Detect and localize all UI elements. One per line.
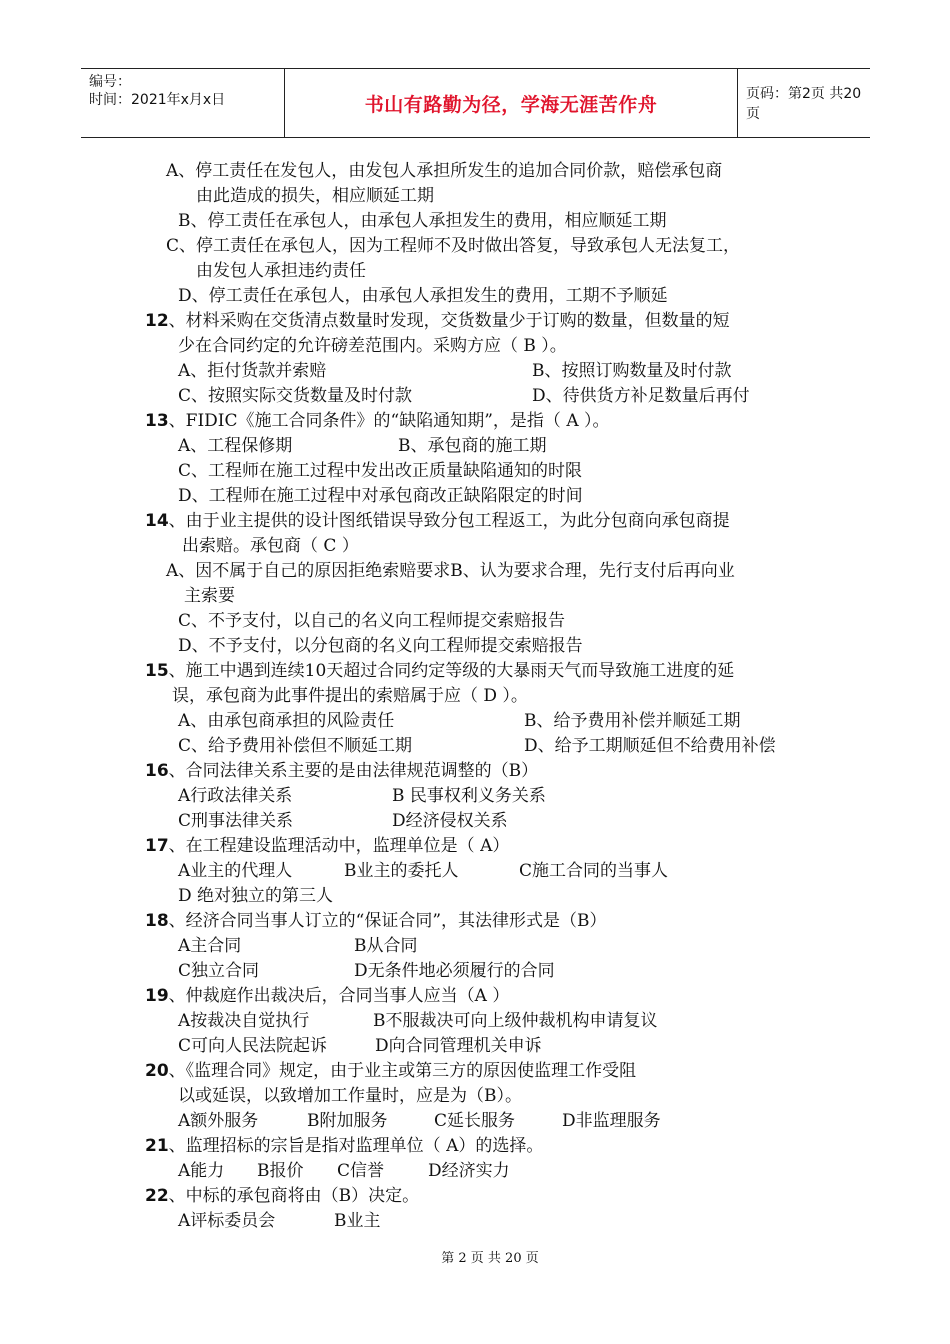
line-text: D 绝对独立的第三人 [178,886,334,906]
text-line [375,1035,542,1057]
line-text: 由此造成的损失，相应顺延工期 [196,186,434,206]
text-line [562,1110,661,1132]
text-line [257,1160,304,1182]
question-line [145,1060,636,1082]
line-text: B从合同 [354,936,418,956]
line-text: 、《监理合同》规定，由于业主或第三方的原因使监理工作受阻 [168,1061,637,1081]
document-number-label: 编号： [89,74,131,90]
text-line [178,885,333,907]
question-number: 20 [145,1061,169,1081]
text-line [196,260,366,282]
line-text: 、合同法律关系主要的是由法律规范调整的（B） [168,761,539,781]
line-text: A行政法律关系 [178,786,293,806]
line-text: B、承包商的施工期 [398,436,547,456]
text-line [519,860,668,882]
line-text: B附加服务 [307,1111,388,1131]
question-line [145,910,607,932]
line-text: D、给予工期顺延但不给费用补偿 [524,736,776,756]
line-text: 少在合同约定的允许磅差范围内。采购方应（ B ）。 [178,336,567,356]
text-line [344,860,459,882]
line-text: C、停工责任在承包人，因为工程师不及时做出答复，导致承包人无法复工， [166,236,741,256]
line-text: 、在工程建设监理活动中，监理单位是（ A） [168,836,510,856]
text-line [178,810,293,832]
question-number: 14 [145,511,169,531]
text-line [178,485,583,507]
line-text: A、由承包商承担的风险责任 [178,711,395,731]
line-text: D、停工责任在承包人，由承包人承担发生的费用，工期不予顺延 [178,286,668,306]
line-text: 、施工中遇到连续10天超过合同约定等级的大暴雨天气而导致施工进度的延 [168,661,735,681]
line-text: 、监理招标的宗旨是指对监理单位（ A）的选择。 [168,1136,544,1156]
line-text: D经济侵权关系 [392,811,508,831]
text-line [428,1160,510,1182]
line-text: 以或延误，以致增加工作量时，应是为（B）。 [178,1086,522,1106]
line-text: B业主的委托人 [344,861,459,881]
line-text: A、因不属于自己的原因拒绝索赔要求B、认为要求合理，先行支付后再向业 [166,561,735,581]
line-text: 、中标的承包商将由（B）决定。 [168,1186,420,1206]
text-line [373,1010,658,1032]
text-line [178,1210,275,1232]
text-line [172,685,528,707]
text-line [166,160,722,182]
line-text: D非监理服务 [562,1111,661,1131]
line-text: C、不予支付，以自己的名义向工程师提交索赔报告 [178,611,566,631]
question-number: 17 [145,836,169,856]
text-line [178,285,668,307]
line-text: C施工合同的当事人 [519,861,669,881]
line-text: 出索赔。承包商（ C ） [182,536,359,556]
text-line [178,735,412,757]
line-text: A额外服务 [178,1111,259,1131]
text-line [307,1110,388,1132]
line-text: 、经济合同当事人订立的“保证合同”，其法律形式是（B） [168,911,607,931]
line-text: D、工程师在施工过程中对承包商改正缺陷限定的时间 [178,486,583,506]
line-text: 、FIDIC《施工合同条件》的“缺陷通知期”，是指（ A ）。 [168,411,610,431]
line-text: A主合同 [178,936,242,956]
text-line [178,635,583,657]
text-line [178,860,292,882]
line-text: A按裁决自觉执行 [178,1011,310,1031]
text-line [178,335,567,357]
question-number: 16 [145,761,169,781]
text-line [392,810,508,832]
question-line [145,985,509,1007]
line-text: B不服裁决可向上级仲裁机构申请复议 [373,1011,658,1031]
header-page-number: 页码：第2页 共20页 [746,86,862,122]
text-line [178,460,582,482]
question-number: 13 [145,411,169,431]
question-line [145,310,730,332]
text-line [178,435,292,457]
text-line [178,1085,522,1107]
question-number: 21 [145,1136,169,1156]
line-text: A业主的代理人 [178,861,293,881]
line-text: 误，承包商为此事件提出的索赔属于应（ D ）。 [172,686,528,706]
question-line [145,660,734,682]
text-line [178,960,259,982]
question-number: 18 [145,911,169,931]
line-text: C、按照实际交货数量及时付款 [178,386,413,406]
text-line [178,1110,258,1132]
question-number: 15 [145,661,169,681]
line-text: C、给予费用补偿但不顺延工期 [178,736,413,756]
text-line [532,385,750,407]
line-text: B、给予费用补偿并顺延工期 [524,711,741,731]
text-line [178,1010,309,1032]
document-time-label: 时间：2021年x月x日 [89,92,226,108]
question-line [145,510,730,532]
question-number: 19 [145,986,169,1006]
line-text: 、由于业主提供的设计图纸错误导致分包工程返工，为此分包商向承包商提 [168,511,730,531]
line-text: A评标委员会 [178,1211,276,1231]
line-text: C可向人民法院起诉 [178,1036,328,1056]
line-text: D向合同管理机关申诉 [375,1036,542,1056]
line-text: A能力 [178,1161,225,1181]
text-line [334,1210,381,1232]
question-line [145,410,610,432]
text-line [524,710,741,732]
line-text: C延长服务 [434,1111,516,1131]
text-line [178,610,565,632]
question-line [145,1135,543,1157]
line-text: D无条件地必须履行的合同 [354,961,555,981]
line-text: A、拒付货款并索赔 [178,361,327,381]
text-line [178,935,241,957]
text-line [184,585,235,607]
line-text: A、工程保修期 [178,436,293,456]
line-text: C、工程师在施工过程中发出改正质量缺陷通知的时限 [178,461,583,481]
text-line [166,560,735,582]
header-meta [81,69,285,137]
text-line [178,1160,224,1182]
line-text: D、不予支付，以分包商的名义向工程师提交索赔报告 [178,636,583,656]
question-number: 22 [145,1186,169,1206]
text-line [196,185,434,207]
text-line [337,1160,384,1182]
line-text: B业主 [334,1211,381,1231]
text-line [178,1035,327,1057]
question-line [145,760,538,782]
text-line [178,785,292,807]
text-line [392,785,546,807]
line-text: 、材料采购在交货清点数量时发现，交货数量少于订购的数量，但数量的短 [168,311,730,331]
line-text: A、停工责任在发包人，由发包人承担所发生的追加合同价款，赔偿承包商 [166,161,723,181]
line-text: 由发包人承担违约责任 [196,261,366,281]
line-text: B、按照订购数量及时付款 [532,361,732,381]
question-line [145,1185,419,1207]
text-line [166,235,740,257]
question-number: 12 [145,311,169,331]
line-text: B报价 [257,1161,304,1181]
line-text: 、仲裁庭作出裁决后，合同当事人应当（A ） [168,986,510,1006]
text-line [178,385,412,407]
line-text: C信誉 [337,1161,385,1181]
text-line [434,1110,515,1132]
text-line [354,935,418,957]
page-footer: 第 2 页 共 20 页 [441,1251,539,1266]
line-text: D经济实力 [428,1161,510,1181]
line-text: C独立合同 [178,961,260,981]
text-line [178,710,394,732]
text-line [398,435,547,457]
text-line [182,535,359,557]
line-text: D、待供货方补足数量后再付 [532,386,750,406]
header-motto: 书山有路勤为径，学海无涯苦作舟 [285,69,738,137]
line-text: B 民事权利义务关系 [392,786,546,806]
line-text: 主索要 [184,586,235,606]
text-line [178,360,326,382]
line-text: C刑事法律关系 [178,811,294,831]
question-line [145,835,509,857]
page-header [81,68,870,138]
text-line [524,735,776,757]
text-line [178,210,667,232]
text-line [532,360,732,382]
line-text: B、停工责任在承包人，由承包人承担发生的费用，相应顺延工期 [178,211,667,231]
text-line [354,960,555,982]
